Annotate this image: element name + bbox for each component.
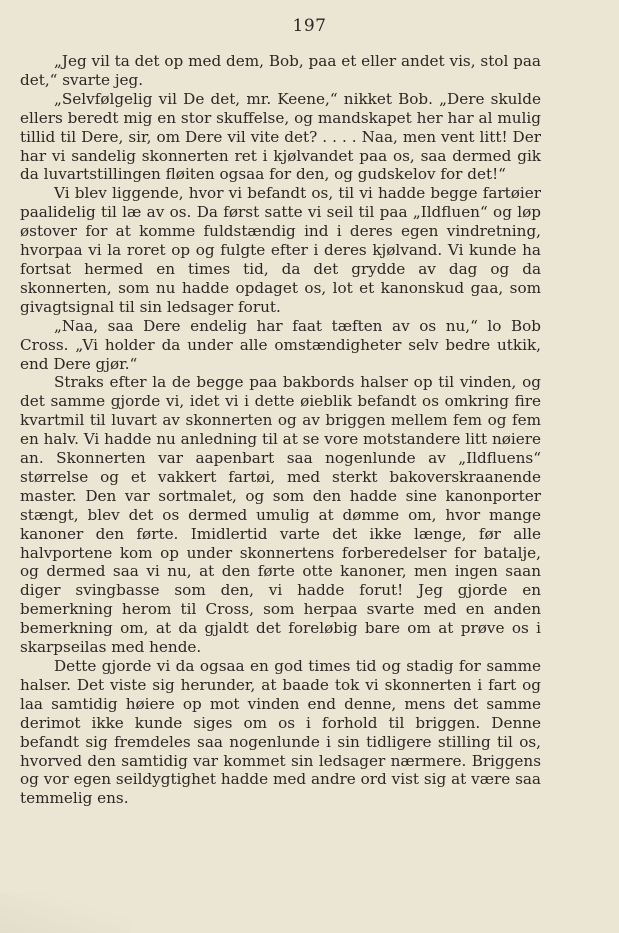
paragraph: „Naa, saa Dere endelig har faat tæften av os nu,“ lo Bob Cross. „Vi holder da under alle omstændigheter selv bedre utkik, end Dere gjør.“: [20, 316, 541, 373]
paragraph: Vi blev liggende, hvor vi befandt os, til vi hadde begge fartøier paalidelig til læ av os. Da først satte vi seil til paa „Ildfluen“ og løp østover for at komme fuldstændig ind i deres egen vindretning, hvorpaa vi la roret op og fulgte efter i deres kjølvand. Vi kunde ha fortsat hermed en times tid, da det grydde av dag og da skonnerten, som nu hadde opdaget os, lot et kanonskud gaa, som givagtsignal til sin ledsager forut.: [20, 184, 541, 316]
paragraph: „Selvfølgelig vil De det, mr. Keene,“ nikket Bob. „Dere skulde ellers beredt mig en stor skuffelse, og mandskapet her har al mulig tillid til Dere, sir, om Dere vil vite det? . . . . Naa, men vent litt! Der har vi sandelig skonnerten ret i kjølvandet paa os, saa dermed gik da luvartstillingen fløiten ogsaa for den, og gudskelov for det!“: [20, 89, 541, 184]
paragraph: Straks efter la de begge paa bakbords halser op til vinden, og det samme gjorde vi, idet vi i dette øieblik befandt os omkring fire kvartmil til luvart av skonnerten og av briggen mellem fem og fem en halv. Vi hadde nu anledning til at se vore motstandere litt nøiere an. Skonnerten var aapenbart saa nogenlunde av „Ildfluens“ størrelse og et vakkert fartøi, med sterkt bakoverskraanende master. Den var sortmalet, og som den hadde sine kanonporter stængt, blev det os dermed umulig at dømme om, hvor mange kanoner den førte. Imidlertid varte det ikke længe, før alle halvportene kom op under skonnertens forberedelser for batalje, og dermed saa vi nu, at den førte otte kanoner, men ingen saan diger svingbasse som den, vi hadde forut! Jeg gjorde en bemerkning herom til Cross, som herpaa svarte med en anden bemerkning om, at da gjaldt det foreløbig bare om at prøve os i skarpseilas med hende.: [20, 373, 541, 657]
body-text: [20, 52, 541, 808]
paragraph: Dette gjorde vi da ogsaa en god times tid og stadig for samme halser. Det viste sig herunder, at baade tok vi skonnerten i fart og laa samtidig høiere op mot vinden end denne, mens det samme derimot ikke kunde siges om os i forhold til briggen. Denne befandt sig fremdeles saa nogenlunde i sin tidligere stilling til os, hvorved den samtidig var kommet sin ledsager nærmere. Briggens og vor egen seildygtighet hadde med andre ord vist sig at være saa temmelig ens.: [20, 657, 541, 808]
paragraph: „Jeg vil ta det op med dem, Bob, paa et eller andet vis, stol paa det,“ svarte jeg.: [20, 52, 541, 89]
page-number: 197: [292, 16, 327, 36]
page-corner-shadow: [0, 893, 130, 933]
